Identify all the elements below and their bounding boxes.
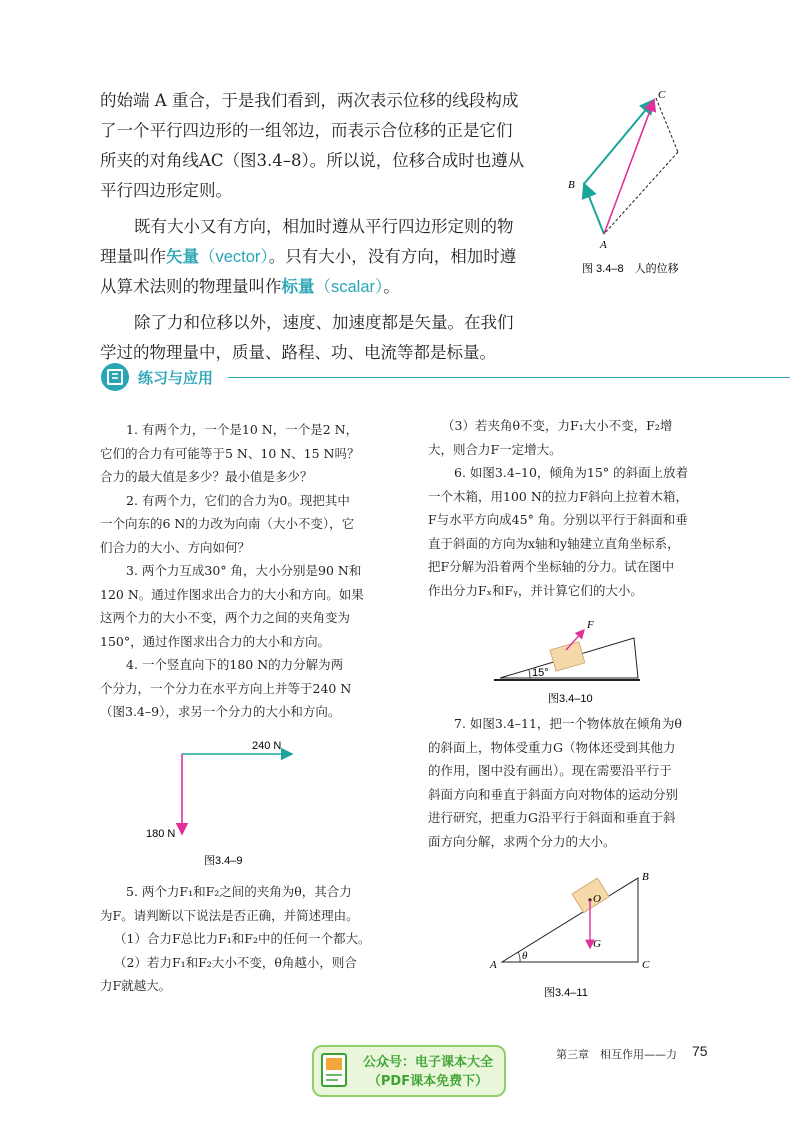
question-2-line: 一个向东的6 N的力改为向南（大小不变），它 [100,516,355,531]
label-240n: 240 N [252,740,282,752]
vector-ac [604,100,654,234]
intro-line: 所夹的对角线AC（图3.4–8）。所以说，位移合成时也遵从 [100,151,525,170]
section-divider [228,377,790,378]
question-1-line: 合力的最大值是多少？最小值是多少？ [100,469,313,484]
label-a: A [490,959,497,971]
vector-ab [584,184,604,234]
angle-arc [518,952,520,962]
label-180n: 180 N [146,828,176,840]
figure-3-4-8 [560,88,700,278]
question-4: 4. 一个竖直向下的180 N的力分解为两 [126,657,344,672]
question-6: 6. 如图3.4–10，倾角为15° 的斜面上放着 [454,465,689,480]
question-5: 5. 两个力F₁和F₂之间的夹角为θ，其合力 [126,884,352,899]
intro-text [100,86,530,368]
intro-line: 平行四边形定则。 [100,181,232,200]
figure-3-4-9 [140,738,320,872]
figure-3-4-11 [484,868,664,1002]
dashed-side [656,98,678,152]
question-5-line: 为F。请判断以下说法是否正确，并简述理由。 [100,907,359,923]
intro-line: 了一个平行四边形的一组邻边，而表示合位移的正是它们 [100,121,513,140]
intro-line: 学过的物理量中，质量、路程、功、电流等都是标量。 [100,343,496,362]
dashed-side [604,152,678,234]
question-2-line: 们合力的大小、方向如何？ [100,539,251,555]
right-column-bottom [428,712,728,853]
question-5-item-2-line: 力F就越大。 [100,978,172,993]
question-7-line: 进行研究，把重力G沿平行于斜面和垂直于斜 [428,810,676,825]
intro-line: 除了力和位移以外，速度、加速度都是矢量。在我们 [134,313,514,332]
intro-line: 的始端 A 重合，于是我们看到，两次表示位移的线段构成 [100,91,519,110]
scalar-definition [100,272,530,302]
text-span: 。只有大小，没有方向，相加时遵 [268,247,517,266]
term-scalar: 标量 [281,277,315,296]
left-column-bottom [100,880,400,998]
text-span: 理量叫作 [100,247,166,266]
term-vector: 矢量 [166,247,199,266]
question-6-line: 直于斜面的方向为x轴和y轴建立直角坐标系， [428,535,680,551]
badge-line-1: 公众号：电子课本大全 [362,1055,493,1070]
page-number: 75 [692,1043,708,1059]
term-vector-en: （vector） [199,248,269,266]
watermark-badge [312,1045,506,1097]
figure-caption: 图3.4–10 [548,693,593,705]
right-column [428,414,728,602]
question-5-item-3: （3）若夹角θ不变，力F₁大小不变，F₂增 [442,418,673,433]
label-o: O [593,893,601,905]
question-3-line: 这两个力的大小不变，两个力之间的夹角变为 [100,610,351,625]
label-c: C [658,89,666,101]
question-3-line: 120 N。通过作图求出合力的大小和方向。如果 [100,586,364,602]
question-7-line: 的作用，图中没有画出）。现在需要沿平行于 [428,763,672,778]
question-1-line: 它们的合力有可能等于5 N、10 N、15 N吗？ [100,445,360,461]
text-span: 。 [383,277,400,296]
text-span: 从算术法则的物理量叫作 [100,277,282,296]
label-b: B [568,179,575,191]
question-6-line: 把F分解为沿着两个坐标轴的分力。试在图中 [428,559,675,574]
label-15deg: 15° [532,667,549,679]
angle-arc [529,670,530,678]
question-7-line: 斜面方向和垂直于斜面方向对物体的运动分别 [428,786,679,802]
question-6-line: F与水平方向成45° 角。分别以平行于斜面和垂 [428,512,688,527]
question-6-line: 作出分力Fₓ和Fᵧ，并计算它们的大小。 [428,582,643,598]
vector-definition-cont [100,242,530,272]
question-7: 7. 如图3.4–11，把一个物体放在倾角为θ [454,716,682,731]
question-1: 1. 有两个力，一个是10 N，一个是2 N， [126,422,359,437]
left-column [100,418,400,724]
text-span: 既有大小又有方向，相加时遵从平行四边形定则的物 [134,217,514,236]
exercise-icon [100,362,134,392]
question-4-line: 个分力，一个分力在水平方向上并等于240 N [100,680,352,696]
label-g: G [593,938,601,950]
question-4-line: （图3.4–9），求另一个分力的大小和方向。 [100,704,341,719]
section-title: 练习与应用 [138,369,214,387]
wooden-box [550,642,585,671]
question-5-item-3-line: 大，则合力F一定增大。 [428,441,562,457]
vector-definition [100,212,530,242]
label-f: F [587,619,594,631]
question-3: 3. 两个力互成30° 角，大小分别是90 N和 [126,563,362,578]
book-icon [320,1052,348,1088]
label-c: C [642,959,650,971]
figure-caption: 图3.4–9 [204,855,243,867]
vector-bc [584,100,654,184]
question-5-item-1: （1）合力F总比力F₁和F₂中的任何一个都大。 [114,931,371,946]
label-theta: θ [522,950,528,962]
figure-3-4-10 [490,614,650,710]
question-6-line: 一个木箱，用100 N的拉力F斜向上拉着木箱， [428,488,688,504]
question-7-line: 的斜面上，物体受重力G（物体还受到其他力 [428,739,676,755]
question-2: 2. 有两个力，它们的合力为0。现把其中 [126,492,350,508]
term-scalar-en: （scalar） [314,278,384,296]
badge-line-2: （PDF课本免费下） [367,1074,489,1089]
chapter-footer: 第三章 相互作用——力 [556,1048,677,1061]
label-b: B [642,871,649,883]
exercise-section-header [100,362,790,392]
question-5-item-2: （2）若力F₁和F₂大小不变，θ角越小，则合 [114,954,357,970]
question-7-line: 面方向分解，求两个分力的大小。 [428,833,616,849]
question-3-line: 150°，通过作图求出合力的大小和方向。 [100,633,331,649]
figure-caption: 图3.4–11 [544,987,588,999]
figure-caption: 图 3.4–8 人的位移 [582,263,679,275]
label-a: A [600,239,607,251]
